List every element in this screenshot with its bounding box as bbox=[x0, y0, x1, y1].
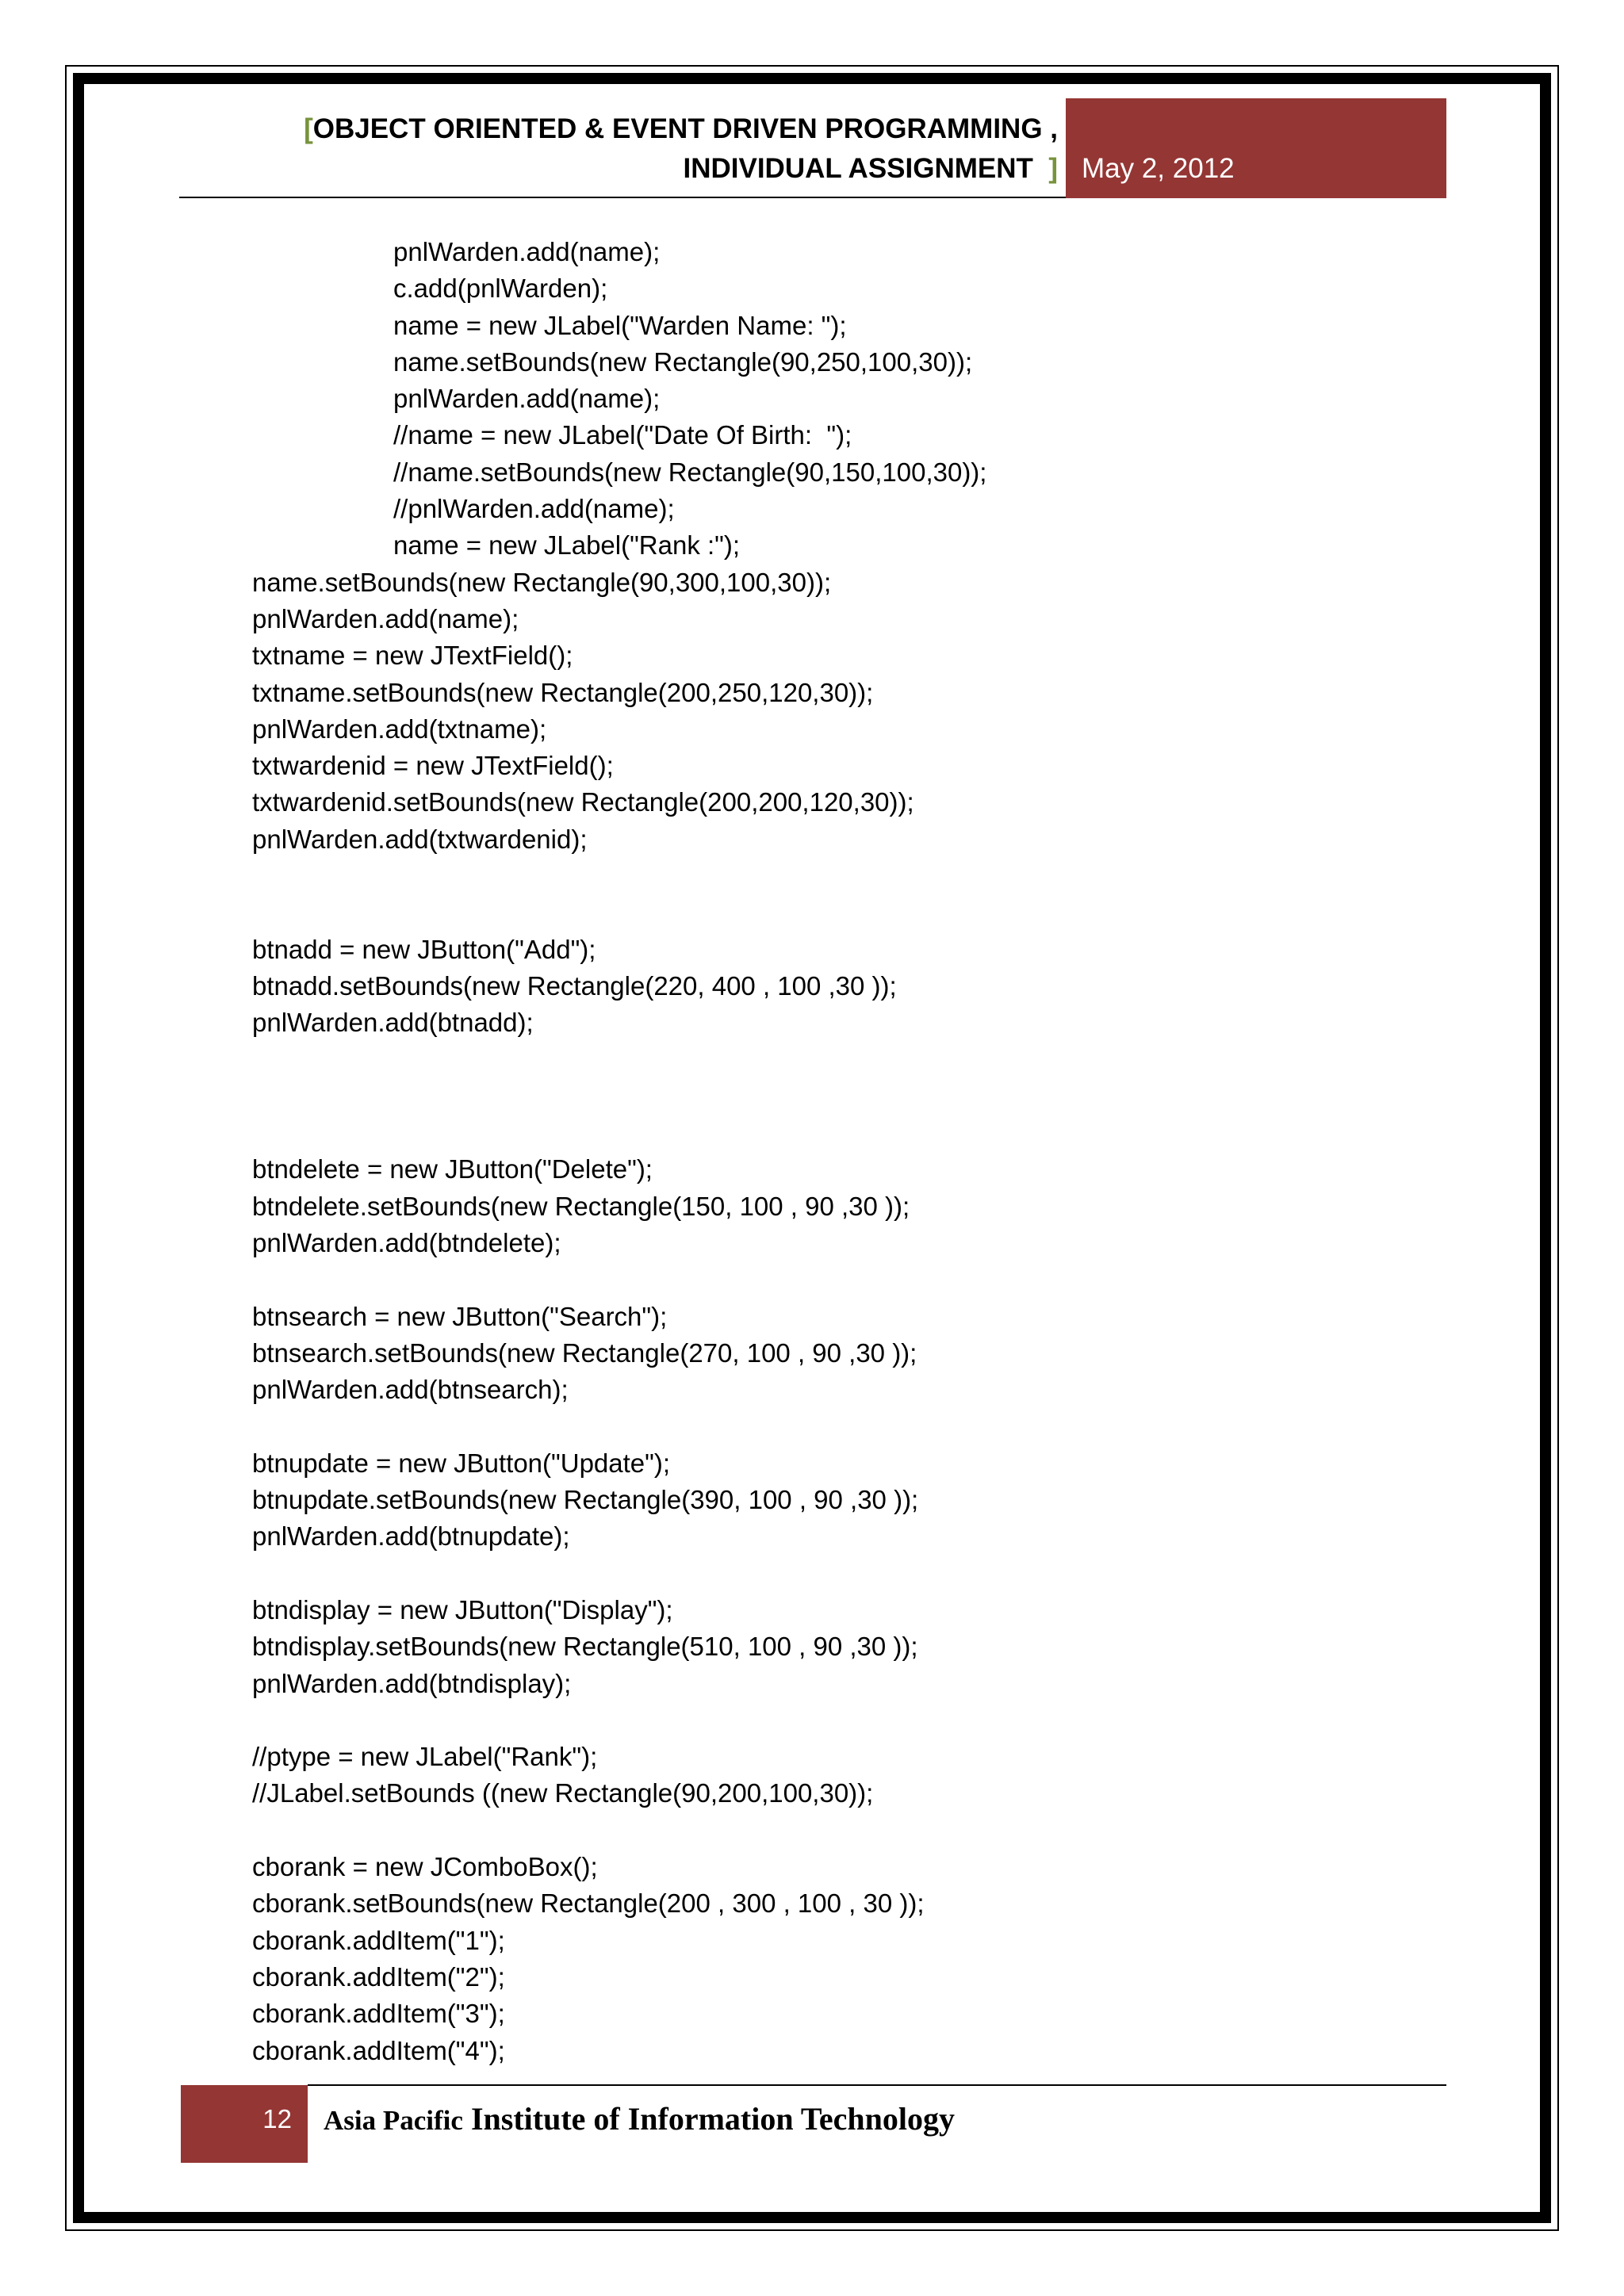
code-line: cborank.addItem("1"); bbox=[252, 1925, 505, 1955]
code-line: c.add(pnlWarden); bbox=[393, 274, 608, 304]
code-line: cborank.setBounds(new Rectangle(200 , 300 , 100 , 30 )); bbox=[252, 1888, 925, 1919]
code-listing bbox=[0, 234, 1624, 2069]
page-number: 12 bbox=[262, 2104, 292, 2133]
code-line: pnlWarden.add(name); bbox=[393, 237, 661, 266]
code-line: btndisplay.setBounds(new Rectangle(510, 100 , 90 ,30 )); bbox=[252, 1632, 918, 1662]
footer-institute-name bbox=[324, 2099, 955, 2141]
code-line: pnlWarden.add(txtwardenid); bbox=[252, 824, 588, 854]
code-line: btnsearch = new JButton("Search"); bbox=[252, 1301, 668, 1331]
code-line: cborank.addItem("3"); bbox=[252, 1999, 505, 2029]
header-bracket-open: [ bbox=[304, 113, 313, 144]
code-line: //ptype = new JLabel("Rank"); bbox=[252, 1742, 598, 1772]
code-line: btnadd = new JButton("Add"); bbox=[252, 934, 596, 964]
code-line: pnlWarden.add(name); bbox=[393, 384, 661, 414]
code-line: txtwardenid.setBounds(new Rectangle(200,200,120,30)); bbox=[252, 787, 914, 817]
code-line bbox=[0, 1042, 1624, 1078]
code-line: txtname.setBounds(new Rectangle(200,250,120,30)); bbox=[252, 677, 874, 707]
code-line: name = new JLabel("Warden Name: "); bbox=[393, 310, 847, 340]
header-title-line-2 bbox=[179, 149, 1058, 189]
code-line: btnsearch.setBounds(new Rectangle(270, 100 , 90 ,30 )); bbox=[252, 1337, 917, 1368]
code-line bbox=[0, 1702, 1624, 1739]
code-line: btnadd.setBounds(new Rectangle(220, 400 , 100 ,30 )); bbox=[252, 970, 897, 1001]
header-title-line-1 bbox=[179, 109, 1058, 149]
header-date-box bbox=[1066, 98, 1446, 198]
code-line: pnlWarden.add(txtname); bbox=[252, 714, 547, 744]
header-date: May 2, 2012 bbox=[1082, 153, 1235, 184]
code-line bbox=[0, 1261, 1624, 1298]
header-title-text-2: INDIVIDUAL ASSIGNMENT bbox=[683, 153, 1033, 184]
code-line: pnlWarden.add(name); bbox=[252, 603, 519, 633]
code-line: //name = new JLabel("Date Of Birth: "); bbox=[393, 420, 852, 450]
code-line: cborank = new JComboBox(); bbox=[252, 1852, 598, 1882]
code-line: //JLabel.setBounds ((new Rectangle(90,200,100,30)); bbox=[252, 1778, 874, 1808]
code-line bbox=[0, 1115, 1624, 1151]
header-divider bbox=[179, 197, 1066, 198]
code-line: txtwardenid = new JTextField(); bbox=[252, 751, 614, 781]
code-line: pnlWarden.add(btnadd); bbox=[252, 1008, 534, 1038]
code-line: pnlWarden.add(btndisplay); bbox=[252, 1668, 572, 1698]
code-line: pnlWarden.add(btnsearch); bbox=[252, 1375, 569, 1405]
document-header-title bbox=[179, 109, 1058, 189]
code-line bbox=[0, 1078, 1624, 1115]
footer-institute-prefix: Asia Pacific bbox=[324, 2105, 463, 2136]
code-line: name = new JLabel("Rank :"); bbox=[393, 530, 741, 561]
code-line: name.setBounds(new Rectangle(90,250,100,30)); bbox=[393, 346, 973, 377]
footer-institute-rest: Institute of Information Technology bbox=[470, 2101, 955, 2137]
code-line: btnupdate.setBounds(new Rectangle(390, 100 , 90 ,30 )); bbox=[252, 1485, 919, 1515]
code-line: txtname = new JTextField(); bbox=[252, 641, 573, 671]
code-line: btndelete = new JButton("Delete"); bbox=[252, 1154, 653, 1184]
code-line: pnlWarden.add(btndelete); bbox=[252, 1228, 561, 1258]
footer-page-number-box bbox=[181, 2085, 308, 2163]
code-line: name.setBounds(new Rectangle(90,300,100,30)); bbox=[252, 567, 832, 597]
code-line bbox=[0, 858, 1624, 894]
code-line: btnupdate = new JButton("Update"); bbox=[252, 1448, 671, 1478]
code-line: //pnlWarden.add(name); bbox=[393, 494, 675, 524]
code-line bbox=[0, 894, 1624, 931]
header-bracket-close: ] bbox=[1048, 153, 1058, 184]
code-line bbox=[0, 1556, 1624, 1592]
code-line: //name.setBounds(new Rectangle(90,150,100,30)); bbox=[393, 457, 987, 487]
footer-divider bbox=[308, 2084, 1446, 2086]
code-line: btndisplay = new JButton("Display"); bbox=[252, 1594, 673, 1624]
header-title-text-1: OBJECT ORIENTED & EVENT DRIVEN PROGRAMMING , bbox=[312, 113, 1058, 144]
code-line: btndelete.setBounds(new Rectangle(150, 100 , 90 ,30 )); bbox=[252, 1191, 910, 1221]
code-line: pnlWarden.add(btnupdate); bbox=[252, 1521, 570, 1552]
code-line: cborank.addItem("4"); bbox=[252, 2035, 505, 2065]
code-line: cborank.addItem("2"); bbox=[252, 1961, 505, 1992]
code-line bbox=[0, 1812, 1624, 1849]
code-line bbox=[0, 1409, 1624, 1445]
